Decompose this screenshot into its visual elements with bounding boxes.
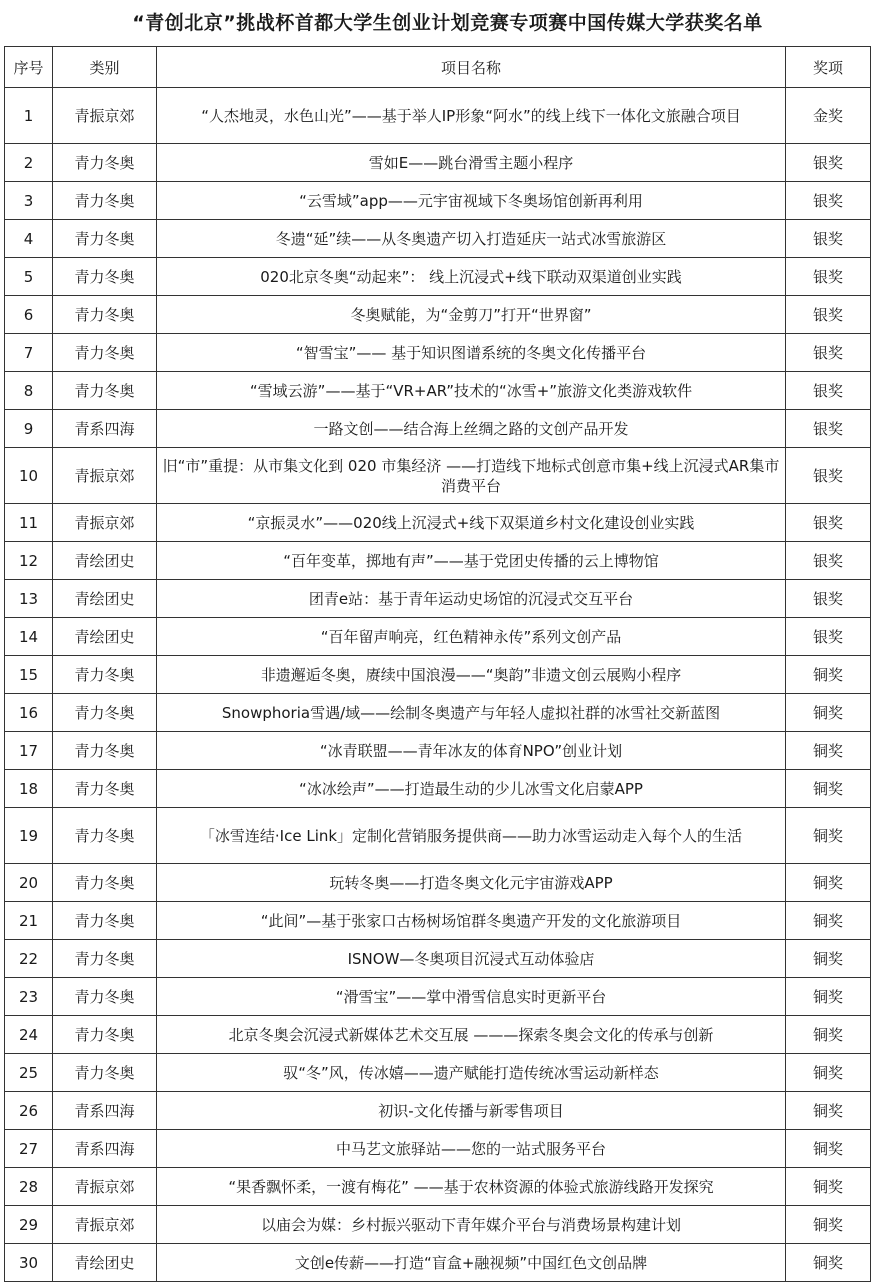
row-project-name: 驭“冬”风，传冰嬉——遗产赋能打造传统冰雪运动新样态 (157, 1054, 786, 1092)
row-index: 30 (5, 1244, 53, 1282)
row-category: 青系四海 (53, 410, 157, 448)
row-category: 青力冬奥 (53, 372, 157, 410)
table-row (5, 88, 871, 144)
row-award: 铜奖 (786, 1244, 871, 1282)
row-category: 青力冬奥 (53, 258, 157, 296)
row-project-name: “云雪域”app——元宇宙视域下冬奥场馆创新再利用 (157, 182, 786, 220)
row-category: 青力冬奥 (53, 732, 157, 770)
row-category: 青系四海 (53, 1092, 157, 1130)
row-category: 青绘团史 (53, 618, 157, 656)
row-project-name: Snowphoria雪遇/域——绘制冬奥遗产与年轻人虚拟社群的冰雪社交新蓝图 (157, 694, 786, 732)
row-index: 2 (5, 144, 53, 182)
row-index: 21 (5, 902, 53, 940)
row-award: 铜奖 (786, 732, 871, 770)
row-category: 青力冬奥 (53, 978, 157, 1016)
row-award: 银奖 (786, 296, 871, 334)
row-award: 铜奖 (786, 940, 871, 978)
table-row (5, 1168, 871, 1206)
header-index: 序号 (5, 47, 53, 88)
row-index: 5 (5, 258, 53, 296)
row-project-name: ISNOW—冬奥项目沉浸式互动体验店 (157, 940, 786, 978)
table-row (5, 808, 871, 864)
row-award: 银奖 (786, 334, 871, 372)
row-award: 铜奖 (786, 656, 871, 694)
row-project-name: 020北京冬奥“动起来”： 线上沉浸式+线下联动双渠道创业实践 (157, 258, 786, 296)
row-project-name: 中马艺文旅驿站——您的一站式服务平台 (157, 1130, 786, 1168)
row-category: 青力冬奥 (53, 296, 157, 334)
table-row (5, 258, 871, 296)
row-award: 铜奖 (786, 1016, 871, 1054)
row-project-name: “人杰地灵，水色山光”——基于举人IP形象“阿水”的线上线下一体化文旅融合项目 (157, 88, 786, 144)
table-row (5, 182, 871, 220)
table-row (5, 902, 871, 940)
table-row (5, 864, 871, 902)
row-award: 铜奖 (786, 1206, 871, 1244)
table-row (5, 1092, 871, 1130)
row-index: 15 (5, 656, 53, 694)
table-row (5, 694, 871, 732)
row-category: 青力冬奥 (53, 220, 157, 258)
row-category: 青力冬奥 (53, 808, 157, 864)
row-index: 18 (5, 770, 53, 808)
row-category: 青绘团史 (53, 1244, 157, 1282)
row-category: 青力冬奥 (53, 940, 157, 978)
table-row (5, 410, 871, 448)
row-index: 28 (5, 1168, 53, 1206)
row-category: 青力冬奥 (53, 656, 157, 694)
row-index: 4 (5, 220, 53, 258)
row-project-name: 以庙会为媒：乡村振兴驱动下青年媒介平台与消费场景构建计划 (157, 1206, 786, 1244)
header-project: 项目名称 (157, 47, 786, 88)
row-project-name: “雪域云游”——基于“VR+AR”技术的“冰雪+”旅游文化类游戏软件 (157, 372, 786, 410)
table-row (5, 1054, 871, 1092)
row-category: 青振京郊 (53, 1206, 157, 1244)
table-row (5, 542, 871, 580)
row-index: 26 (5, 1092, 53, 1130)
row-award: 铜奖 (786, 1054, 871, 1092)
row-project-name: 初识-文化传播与新零售项目 (157, 1092, 786, 1130)
header-award: 奖项 (786, 47, 871, 88)
table-row (5, 1244, 871, 1282)
row-index: 13 (5, 580, 53, 618)
row-award: 铜奖 (786, 808, 871, 864)
row-award: 银奖 (786, 542, 871, 580)
row-category: 青力冬奥 (53, 694, 157, 732)
row-award: 铜奖 (786, 1130, 871, 1168)
table-row (5, 978, 871, 1016)
row-project-name: 玩转冬奥——打造冬奥文化元宇宙游戏APP (157, 864, 786, 902)
table-row (5, 1130, 871, 1168)
row-project-name: “滑雪宝”——掌中滑雪信息实时更新平台 (157, 978, 786, 1016)
row-category: 青系四海 (53, 1130, 157, 1168)
table-row (5, 220, 871, 258)
row-index: 19 (5, 808, 53, 864)
row-index: 23 (5, 978, 53, 1016)
row-index: 24 (5, 1016, 53, 1054)
row-project-name: “百年变革，掷地有声”——基于党团史传播的云上博物馆 (157, 542, 786, 580)
row-category: 青绘团史 (53, 580, 157, 618)
row-award: 银奖 (786, 618, 871, 656)
row-project-name: 冬奥赋能，为“金剪刀”打开“世界窗” (157, 296, 786, 334)
table-row (5, 580, 871, 618)
table-row (5, 296, 871, 334)
table-row (5, 656, 871, 694)
row-category: 青力冬奥 (53, 182, 157, 220)
header-category: 类别 (53, 47, 157, 88)
row-project-name: 冬遗“延”续——从冬奥遗产切入打造延庆一站式冰雪旅游区 (157, 220, 786, 258)
row-project-name: “果香飘怀柔，一渡有梅花” ——基于农林资源的体验式旅游线路开发探究 (157, 1168, 786, 1206)
row-index: 9 (5, 410, 53, 448)
row-index: 17 (5, 732, 53, 770)
row-project-name: 非遗邂逅冬奥，赓续中国浪漫——“奥韵”非遗文创云展购小程序 (157, 656, 786, 694)
row-project-name: “冰冰绘声”——打造最生动的少儿冰雪文化启蒙APP (157, 770, 786, 808)
row-index: 12 (5, 542, 53, 580)
row-index: 14 (5, 618, 53, 656)
document-title: “青创北京”挑战杯首都大学生创业计划竞赛专项赛中国传媒大学获奖名单 (132, 12, 763, 34)
row-category: 青绘团史 (53, 542, 157, 580)
row-award: 铜奖 (786, 1092, 871, 1130)
table-row (5, 1016, 871, 1054)
row-project-name: 一路文创——结合海上丝绸之路的文创产品开发 (157, 410, 786, 448)
row-project-name: 「冰雪连结·Ice Link」定制化营销服务提供商——助力冰雪运动走入每个人的生活 (157, 808, 786, 864)
row-category: 青振京郊 (53, 88, 157, 144)
table-row (5, 940, 871, 978)
row-category: 青振京郊 (53, 504, 157, 542)
row-award: 银奖 (786, 258, 871, 296)
row-category: 青力冬奥 (53, 144, 157, 182)
row-award: 银奖 (786, 182, 871, 220)
row-project-name: 北京冬奥会沉浸式新媒体艺术交互展 ———探索冬奥会文化的传承与创新 (157, 1016, 786, 1054)
row-project-name: “此间”—基于张家口古杨树场馆群冬奥遗产开发的文化旅游项目 (157, 902, 786, 940)
row-award: 铜奖 (786, 978, 871, 1016)
header-row (5, 47, 871, 88)
row-project-name: “智雪宝”—— 基于知识图谱系统的冬奥文化传播平台 (157, 334, 786, 372)
row-index: 29 (5, 1206, 53, 1244)
row-award: 银奖 (786, 504, 871, 542)
row-project-name: 雪如E——跳台滑雪主题小程序 (157, 144, 786, 182)
row-index: 1 (5, 88, 53, 144)
row-index: 27 (5, 1130, 53, 1168)
row-index: 16 (5, 694, 53, 732)
row-category: 青力冬奥 (53, 1054, 157, 1092)
row-category: 青振京郊 (53, 448, 157, 504)
row-project-name: 文创e传薪——打造“盲盒+融视频”中国红色文创品牌 (157, 1244, 786, 1282)
row-award: 铜奖 (786, 694, 871, 732)
row-index: 8 (5, 372, 53, 410)
row-award: 银奖 (786, 220, 871, 258)
row-award: 银奖 (786, 580, 871, 618)
row-index: 7 (5, 334, 53, 372)
row-category: 青力冬奥 (53, 334, 157, 372)
row-award: 铜奖 (786, 1168, 871, 1206)
row-project-name: “京振灵水”——020线上沉浸式+线下双渠道乡村文化建设创业实践 (157, 504, 786, 542)
table-row (5, 144, 871, 182)
row-project-name: 旧“市”重提：从市集文化到 020 市集经济 ——打造线下地标式创意市集+线上沉浸式AR集市消费平台 (157, 448, 786, 504)
row-award: 银奖 (786, 448, 871, 504)
table-row (5, 448, 871, 504)
table-row (5, 372, 871, 410)
table-row (5, 770, 871, 808)
row-award: 银奖 (786, 410, 871, 448)
row-index: 11 (5, 504, 53, 542)
row-project-name: “百年留声响亮，红色精神永传”系列文创产品 (157, 618, 786, 656)
row-project-name: “冰青联盟——青年冰友的体育NPO”创业计划 (157, 732, 786, 770)
table-row (5, 504, 871, 542)
row-index: 22 (5, 940, 53, 978)
row-award: 银奖 (786, 144, 871, 182)
table-row (5, 732, 871, 770)
row-category: 青力冬奥 (53, 864, 157, 902)
award-table (4, 46, 871, 1282)
row-award: 铜奖 (786, 864, 871, 902)
row-category: 青振京郊 (53, 1168, 157, 1206)
row-category: 青力冬奥 (53, 770, 157, 808)
row-index: 3 (5, 182, 53, 220)
row-index: 10 (5, 448, 53, 504)
row-category: 青力冬奥 (53, 1016, 157, 1054)
row-award: 铜奖 (786, 770, 871, 808)
row-project-name: 团青e站：基于青年运动史场馆的沉浸式交互平台 (157, 580, 786, 618)
table-row (5, 334, 871, 372)
table-row (5, 618, 871, 656)
row-category: 青力冬奥 (53, 902, 157, 940)
row-award: 银奖 (786, 372, 871, 410)
row-award: 铜奖 (786, 902, 871, 940)
row-award: 金奖 (786, 88, 871, 144)
row-index: 25 (5, 1054, 53, 1092)
table-row (5, 1206, 871, 1244)
row-index: 20 (5, 864, 53, 902)
row-index: 6 (5, 296, 53, 334)
